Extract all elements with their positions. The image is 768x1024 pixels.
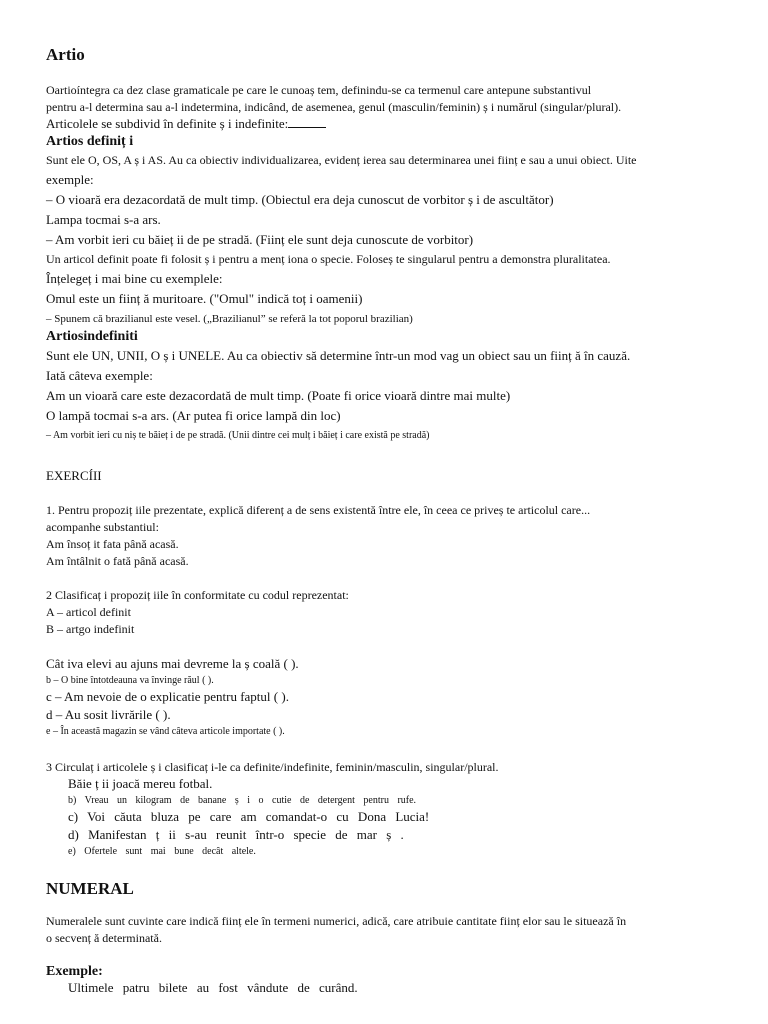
intro-line-1: Oartioíntegra ca dez clase gramaticale pe care le cunoaș tem, definindu-se ca termenul care antepune substantivul <box>46 83 592 97</box>
definite-line-3: – O vioară era dezacordată de mult timp. (Obiectul era deja cunoscut de vorbitor ș i de ascultător) <box>46 192 554 207</box>
exercise-1-line-4: Am întâlnit o fată până acasă. <box>46 554 189 568</box>
indefinite-line-3: Am un vioară care este dezacordată de mult timp. (Poate fi orice vioară dintre mai multe) <box>46 388 511 403</box>
exercise-1-line-1: 1. Pentru propoziț iile prezentate, explică diferenț a de sens existentă între ele, în ceea ce priveș te articolul care... <box>46 503 591 517</box>
intro-line-2: pentru a-l determina sau a-l indetermina, indicând, de asemenea, genul (masculin/feminin) ș i numărul (singular/plural). <box>46 100 622 114</box>
exercise-3-item-c: c) Voi căuta bluza pe care am comandat-o cu Dona Lucia! <box>68 809 430 824</box>
heading-definite-articles: Artios definiț i <box>46 134 134 149</box>
definite-line-1: Sunt ele O, OS, A ș i AS. Au ca obiectiv individualizarea, evidenț ierea sau determinarea unei ființ e sau a unui obiect. Uite <box>46 153 637 167</box>
indefinite-line-1: Sunt ele UN, UNII, O ș i UNELE. Au ca obiectiv să determine într-un mod vag un obiect sau un ființ ă în cauză. <box>46 348 631 363</box>
examples-heading: Exemple: <box>46 964 103 979</box>
exercise-2-item-b: b – O bine întotdeauna va învinge răul ( ). <box>46 675 214 686</box>
section-title-artio: Artio <box>46 45 85 64</box>
exercise-1-line-2: acompanhe substantiul: <box>46 520 159 534</box>
indefinite-line-2: Iată câteva exemple: <box>46 368 153 383</box>
definite-line-7: Înțelegeț i mai bine cu exemplele: <box>46 271 223 286</box>
exercise-2-code-b: B – artgo indefinit <box>46 622 135 636</box>
numeral-intro-line-1: Numeralele sunt cuvinte care indică ființ ele în termeni numerici, adică, care atribuie cantitate ființ elor sau le situează în <box>46 914 627 928</box>
exercise-3-item-d: d) Manifestan ț ii s-au reunit într-o specie de mar ș . <box>68 827 404 842</box>
exercise-2-code-a: A – articol definit <box>46 605 131 619</box>
section-title-numeral: NUMERAL <box>46 879 134 898</box>
exercise-3-line-1: 3 Circulaț i articolele ș i clasificaț i-le ca definite/indefinite, feminin/masculin, singular/plural. <box>46 760 499 774</box>
exercise-2-item-a: Cât iva elevi au ajuns mai devreme la ș coală ( ). <box>46 656 299 671</box>
exercise-2-item-c: c – Am nevoie de o explicatie pentru faptul ( ). <box>46 689 289 704</box>
exercise-2-line-1: 2 Clasificaț i propoziț iile în conformitate cu codul reprezentat: <box>46 588 349 602</box>
definite-line-6: Un articol definit poate fi folosit ș i pentru a menț iona o specie. Foloseș te singularul pentru a demonstra pluralitatea. <box>46 252 611 266</box>
definite-line-2: exemple: <box>46 172 94 187</box>
heading-indefinite-articles: Artiosindefiniti <box>46 329 138 344</box>
exercise-3-item-e: e) Ofertele sunt mai bune decât altele. <box>68 846 256 857</box>
definite-line-8: Omul este un ființ ă muritoare. ("Omul" indică toț i oamenii) <box>46 291 363 306</box>
exercise-2-item-d: d – Au sosit livrările ( ). <box>46 707 171 722</box>
definite-line-4: Lampa tocmai s-a ars. <box>46 212 161 227</box>
exercise-3-item-b: b) Vreau un kilogram de banane ș i o cutie de detergent pentru rufe. <box>68 795 417 806</box>
indefinite-line-4: O lampă tocmai s-a ars. (Ar putea fi orice lampă din loc) <box>46 408 341 423</box>
exercise-2-item-e: e – În această magazin se vând câteva articole importate ( ). <box>46 726 285 737</box>
exercise-1-line-3: Am însoț it fata până acasă. <box>46 537 179 551</box>
intro-line-3: Articolele se subdivid în definite ș i indefinite: <box>46 117 326 131</box>
definite-line-5: – Am vorbit ieri cu băieț ii de pe stradă. (Ființ ele sunt deja cunoscute de vorbitor) <box>46 232 474 247</box>
exercise-3-item-a: Băie ț ii joacă mereu fotbal. <box>68 776 213 791</box>
numeral-intro-line-2: o secvenț ă determinată. <box>46 931 162 945</box>
definite-line-9: – Spunem că brazilianul este vesel. („Brazilianul” se referă la tot poporul brazilian) <box>46 313 413 325</box>
exercises-heading: EXERCÍII <box>46 468 102 483</box>
numeral-example-1: Ultimele patru bilete au fost vândute de curând. <box>68 980 358 995</box>
indefinite-line-5: – Am vorbit ieri cu niș te băieț i de pe stradă. (Unii dintre cei mulț i băieț i care există pe stradă) <box>46 430 430 441</box>
